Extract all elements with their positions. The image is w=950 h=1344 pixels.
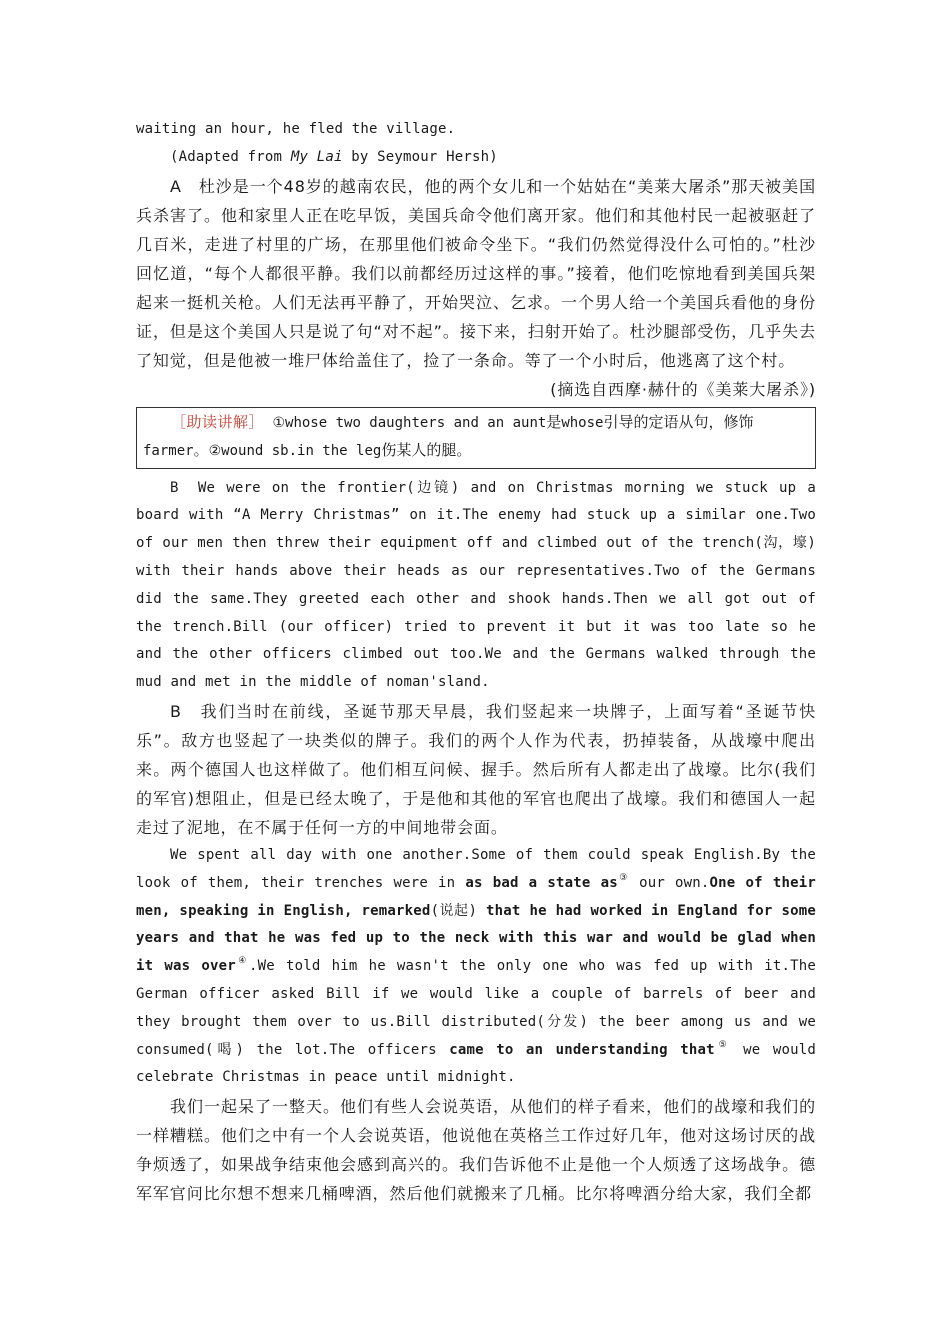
key-phrase: One of their men, speaking in English, remarked (136, 874, 816, 919)
key-phrase: as bad a state as (465, 874, 618, 891)
text: B We were on the frontier(边镜) and on Christmas morning we stuck up a board with “A Merry Christmas” on it.The enemy had stuck up a similar one.Two of our men then threw their equipment off and climbed out of the trench(沟，壕) with their hands above their heads as our representatives.Two of the Germans did the same.They greeted each other and shook hands.Then we all got out of the trench.Bill (our officer) tried to prevent it but it was too late so he and the other officers climbed out too.We and the Germans walked through the mud and met in the middle of noman'sland. (136, 479, 816, 691)
text: (说起) (430, 902, 487, 919)
paragraph-english-ending (136, 116, 816, 144)
text: 我们一起呆了一整天。他们有些人会说英语，从他们的样子看来，他们的战壕和我们的一样糟糕。他们之中有一个人会说英语，他说他在英格兰工作过好几年，他对这场讨厌的战争烦透了，如果战争结束他会感到高兴的。我们告诉他不止是他一个人烦透了这场战争。德军军官问比尔想不想来几桶啤酒，然后他们就搬来了几桶。比尔将啤酒分给大家，我们全都 (136, 1097, 816, 1204)
translation-citation (136, 375, 816, 404)
note-text: 是 (546, 412, 562, 431)
note-marker: ⑤ (714, 1039, 731, 1050)
note-text: 。 (193, 440, 209, 459)
note-number: ② (208, 442, 222, 459)
note-phrase: whose (561, 414, 604, 431)
key-phrase: that he had worked in England for some years and that he was fed up to the neck with this war and would be glad when it was over (136, 902, 816, 975)
text: A 杜沙是一个48岁的越南农民，他的两个女儿和一个姑姑在“美莱大屠杀”那天被美国兵杀害了。他和家里人正在吃早饭，美国兵命令他们离开家。他们和其他村民一起被驱赶了几百米，走进了村里的广场，在那里他们被命令坐下。“我们仍然觉得没什么可怕的。”杜沙回忆道，“每个人都很平静。我们以前都经历过这样的事。”接着，他们吃惊地看到美国兵架起来一挺机关枪。人们无法再平静了，开始哭泣、乞求。一个男人给一个美国兵看他的身份证，但是这个美国人只是说了句“对不起”。接下来，扫射开始了。杜沙腿部受伤，几乎失去了知觉，但是他被一堆尸体给盖住了，捡了一条命。等了一个小时后，他逃离了这个村。 (136, 176, 816, 370)
book-title: My Lai (290, 148, 343, 165)
reading-help-box (136, 407, 816, 469)
paragraph-english-b (136, 475, 816, 697)
citation-prefix: (Adapted from (170, 148, 291, 165)
note-text: 引导的定语从句，修饰 (603, 412, 754, 431)
note-phrase: whose two daughters and an aunt (285, 414, 547, 431)
source-citation (136, 144, 816, 172)
paragraph-english-c (136, 842, 816, 1092)
text: B 我们当时在前线，圣诞节那天早晨，我们竖起来一块牌子，上面写着“圣诞节快乐”。敌方也竖起了一块类似的牌子。我们的两个人作为代表，扔掉装备，从战壕中爬出来。两个德国人也这样做了。他们相互问候、握手。然后所有人都走出了战壕。比尔(我们的军官)想阻止，但是已经太晚了，于是他和其他的军官也爬出了战壕。我们和德国人一起走过了泥地，在不属于任何一方的中间地带会面。 (136, 701, 816, 837)
text: we would celebrate Christmas in peace until midnight. (136, 1041, 816, 1086)
note-number: ① (272, 414, 286, 431)
text: our own. (629, 874, 710, 891)
paragraph-translation-a (136, 172, 816, 375)
note-marker: ③ (617, 872, 629, 883)
note-phrase: farmer (143, 442, 194, 459)
help-label: ［助读讲解］ (171, 412, 265, 431)
paragraph-translation-c (136, 1092, 816, 1208)
document-page (136, 116, 816, 1208)
text: .We told him he wasn't the only one who was fed up with it.The German officer asked Bill if we would like a couple of barrels of beer and they brought them over to us.Bill distributed(分发) the beer among us and we consumed(喝) the lot.The officers (136, 958, 816, 1058)
citation-suffix: by Seymour Hersh) (342, 148, 498, 165)
text: We spent all day with one another.Some of them could speak English.By the look of them, their trenches were in (136, 846, 816, 891)
note-text: 伤某人的腿。 (381, 440, 472, 459)
note-phrase: wound sb.in the leg (221, 442, 382, 459)
note-marker: ④ (235, 956, 250, 967)
text: waiting an hour, he fled the village. (136, 121, 456, 137)
paragraph-translation-b (136, 697, 816, 842)
key-phrase: came to an understanding that (449, 1041, 715, 1058)
text: (摘选自西摩·赫什的《美莱大屠杀》) (550, 379, 816, 399)
